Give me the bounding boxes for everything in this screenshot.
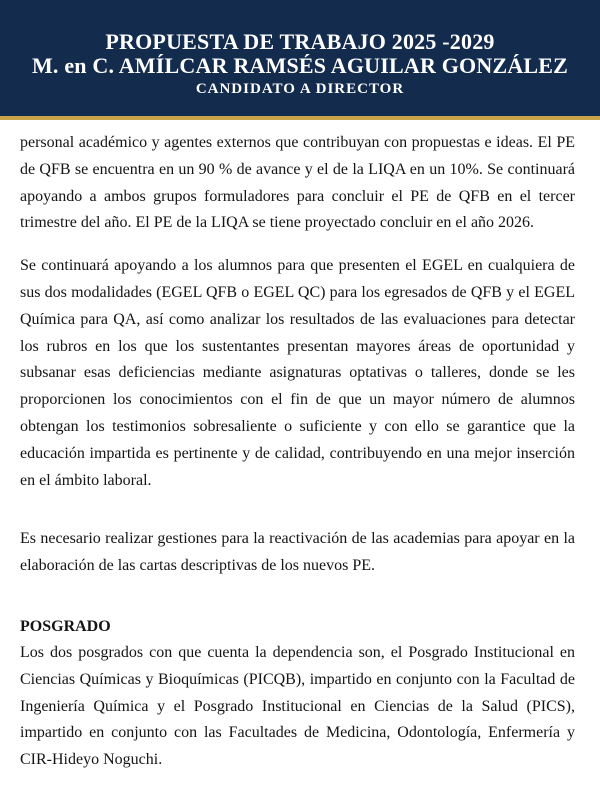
section-heading-posgrado: POSGRADO — [20, 617, 111, 635]
header-title-line-2: M. en C. AMÍLCAR RAMSÉS AGUILAR GONZÁLEZ — [31, 53, 569, 78]
paragraph-egel: Se continuará apoyando a los alumnos para que presenten el EGEL en cualquiera de sus dos modalidades (EGEL QFB o EGEL QC) para los egresados de QFB y el EGEL Química para QA, así como analizar los resultados de las evaluaciones para detectar los rubros en los que los sustentantes presentan mayores áreas de oportunidad y subsanar esas deficiencias mediante asignaturas optativas o talleres, donde se les proporcionen los conocimientos con el fin de que un mayor número de alumnos obtengan los testimonios sobresaliente o suficiente y con ello se garantice que la educación impartida es pertinente y de calidad, contribuyendo en una mejor inserción en el ámbito laboral. — [20, 257, 575, 489]
document-body — [20, 130, 575, 774]
document-header — [0, 0, 600, 120]
header-subtitle: CANDIDATO A DIRECTOR — [195, 81, 405, 97]
header-title-line-1: PROPUESTA DE TRABAJO 2025 -2029 — [105, 29, 495, 54]
paragraph-program-progress: personal académico y agentes externos que contribuyan con propuestas e ideas. El PE de QFB se encuentra en un 90 % de avance y el de la LIQA en un 10%. Se continuará apoyando a ambos grupos formuladores para concluir el PE de QFB en el tercer trimestre del año. El PE de la LIQA se tiene proyectado concluir en el año 2026. — [20, 134, 575, 232]
paragraph-posgrado: Los dos posgrados con que cuenta la dependencia son, el Posgrado Institucional en Ciencias Químicas y Bioquímicas (PICQB), impartido en conjunto con la Facultad de Ingeniería Química y el Posgrado Institucional en Ciencias de la Salud (PICS), impartido en conjunto con las Facultades de Medicina, Odontología, Enfermería y CIR-Hideyo Noguchi. — [20, 643, 575, 769]
paragraph-academias: Es necesario realizar gestiones para la reactivación de las academias para apoyar en la elaboración de las cartas descriptivas de los nuevos PE. — [20, 530, 575, 575]
